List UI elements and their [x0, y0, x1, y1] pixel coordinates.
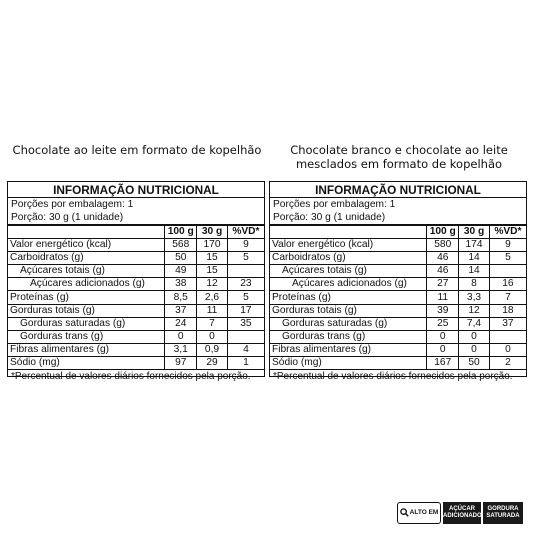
value-vd: 1 [227, 356, 264, 369]
nutrient-name: Sódio (mg) [270, 356, 427, 369]
nutrition-table [270, 225, 526, 370]
column-header: 100 g [165, 226, 197, 239]
panel-title: INFORMAÇÃO NUTRICIONAL [270, 182, 526, 198]
column-header: 30 g [197, 226, 228, 239]
nutrient-name: Gorduras saturadas (g) [270, 317, 427, 330]
table-row [270, 343, 526, 356]
value-30g: 14 [459, 265, 490, 278]
value-100g: 49 [165, 265, 197, 278]
seal-gordura-line1: GORDURA [487, 505, 519, 512]
value-100g: 11 [427, 291, 459, 304]
value-vd: 4 [227, 343, 264, 356]
value-100g: 8,5 [165, 291, 197, 304]
table-row [270, 330, 526, 343]
nutrient-name: Valor energético (kcal) [8, 239, 165, 252]
value-100g: 46 [427, 252, 459, 265]
table-row [8, 304, 264, 317]
front-seal-alto-em [397, 502, 441, 524]
value-100g: 24 [165, 317, 197, 330]
value-30g: 0 [459, 330, 490, 343]
nutrient-name: Açúcares adicionados (g) [270, 278, 427, 291]
caption-right [270, 143, 528, 171]
value-30g: 174 [459, 239, 490, 252]
value-30g: 15 [197, 265, 228, 278]
value-vd: 7 [489, 291, 526, 304]
table-row [8, 356, 264, 369]
nutrient-name: Gorduras trans (g) [270, 330, 427, 343]
value-vd [489, 265, 526, 278]
nutrient-name: Sódio (mg) [8, 356, 165, 369]
magnifier-icon [400, 508, 409, 517]
caption-left [8, 143, 266, 157]
nutrient-name: Fibras alimentares (g) [8, 343, 165, 356]
value-100g: 568 [165, 239, 197, 252]
nutrient-name: Carboidratos (g) [270, 252, 427, 265]
table-row [8, 252, 264, 265]
table-row [8, 330, 264, 343]
table-row [8, 343, 264, 356]
value-30g: 50 [459, 356, 490, 369]
column-header: %VD* [489, 226, 526, 239]
value-vd: 5 [227, 252, 264, 265]
portions-per-package: Porções por embalagem: 1 [273, 199, 396, 210]
value-vd: 5 [489, 252, 526, 265]
table-row [8, 278, 264, 291]
nutrient-name: Gorduras trans (g) [8, 330, 165, 343]
value-vd: 16 [489, 278, 526, 291]
value-30g: 12 [459, 304, 490, 317]
value-30g: 170 [197, 239, 228, 252]
column-header: 100 g [427, 226, 459, 239]
table-row [270, 265, 526, 278]
value-30g: 2,6 [197, 291, 228, 304]
value-100g: 167 [427, 356, 459, 369]
nutrient-name: Carboidratos (g) [8, 252, 165, 265]
portion-size: Porção: 30 g (1 unidade) [8, 211, 264, 225]
nutrition-panel-left [7, 181, 265, 383]
value-30g: 12 [197, 278, 228, 291]
footnote: *Percentual de valores diários fornecidos pela porção. [273, 371, 513, 383]
value-100g: 97 [165, 356, 197, 369]
header-blank-cell [270, 226, 427, 239]
nutrient-name: Açúcares adicionados (g) [8, 278, 165, 291]
value-100g: 46 [427, 265, 459, 278]
value-vd [227, 265, 264, 278]
value-30g: 8 [459, 278, 490, 291]
value-100g: 39 [427, 304, 459, 317]
value-30g: 7 [197, 317, 228, 330]
column-header: 30 g [459, 226, 490, 239]
table-row [270, 252, 526, 265]
table-row [270, 239, 526, 252]
value-30g: 11 [197, 304, 228, 317]
seal-acucar-line1: AÇÚCAR [449, 505, 475, 512]
table-row [8, 291, 264, 304]
value-vd: 0 [489, 343, 526, 356]
nutrient-name: Valor energético (kcal) [270, 239, 427, 252]
value-100g: 580 [427, 239, 459, 252]
seal-gordura-line2: SATURADA [486, 512, 520, 519]
value-100g: 25 [427, 317, 459, 330]
value-30g: 3,3 [459, 291, 490, 304]
nutrient-name: Açúcares totais (g) [270, 265, 427, 278]
value-100g: 27 [427, 278, 459, 291]
value-30g: 7,4 [459, 317, 490, 330]
nutrient-name: Gorduras totais (g) [270, 304, 427, 317]
table-row [270, 278, 526, 291]
value-vd [227, 330, 264, 343]
header-blank-cell [8, 226, 165, 239]
table-header-row [270, 226, 526, 239]
value-100g: 0 [427, 330, 459, 343]
value-30g: 29 [197, 356, 228, 369]
value-vd: 9 [227, 239, 264, 252]
table-row [8, 239, 264, 252]
table-row [8, 265, 264, 278]
value-100g: 37 [165, 304, 197, 317]
nutrient-name: Gorduras totais (g) [8, 304, 165, 317]
footnote: *Percentual de valores diários fornecidos pela porção. [11, 371, 251, 383]
value-vd: 23 [227, 278, 264, 291]
front-seal-acucar [443, 502, 481, 524]
value-100g: 0 [165, 330, 197, 343]
nutrition-panel-right [269, 181, 527, 383]
value-30g: 0 [197, 330, 228, 343]
table-row [270, 356, 526, 369]
nutrient-name: Fibras alimentares (g) [270, 343, 427, 356]
seal-alto-label: ALTO EM [409, 509, 439, 516]
nutrient-name: Açúcares totais (g) [8, 265, 165, 278]
value-30g: 15 [197, 252, 228, 265]
caption-right-line2: mesclados em formato de kopelhão [295, 157, 503, 171]
nutrient-name: Proteínas (g) [270, 291, 427, 304]
value-vd: 18 [489, 304, 526, 317]
table-row [270, 304, 526, 317]
caption-right-line1: Chocolate branco e chocolate ao leite [290, 143, 508, 157]
value-vd: 9 [489, 239, 526, 252]
seal-acucar-line2: ADICIONADO [443, 512, 482, 519]
caption-left-text: Chocolate ao leite em formato de kopelhão [12, 143, 262, 157]
portion-size: Porção: 30 g (1 unidade) [270, 211, 526, 225]
value-100g: 38 [165, 278, 197, 291]
column-header: %VD* [227, 226, 264, 239]
value-vd: 5 [227, 291, 264, 304]
nutrient-name: Proteínas (g) [8, 291, 165, 304]
value-30g: 0 [459, 343, 490, 356]
table-row [8, 317, 264, 330]
nutrition-table [8, 225, 264, 370]
value-vd: 35 [227, 317, 264, 330]
portions-per-package: Porções por embalagem: 1 [11, 199, 134, 210]
value-100g: 3,1 [165, 343, 197, 356]
value-30g: 0,9 [197, 343, 228, 356]
panel-title: INFORMAÇÃO NUTRICIONAL [8, 182, 264, 198]
value-30g: 14 [459, 252, 490, 265]
nutrient-name: Gorduras saturadas (g) [8, 317, 165, 330]
value-vd [489, 330, 526, 343]
front-seal-gordura [483, 502, 523, 524]
value-100g: 50 [165, 252, 197, 265]
value-vd: 37 [489, 317, 526, 330]
table-row [270, 291, 526, 304]
table-row [270, 317, 526, 330]
table-header-row [8, 226, 264, 239]
value-vd: 2 [489, 356, 526, 369]
value-vd: 17 [227, 304, 264, 317]
value-100g: 0 [427, 343, 459, 356]
